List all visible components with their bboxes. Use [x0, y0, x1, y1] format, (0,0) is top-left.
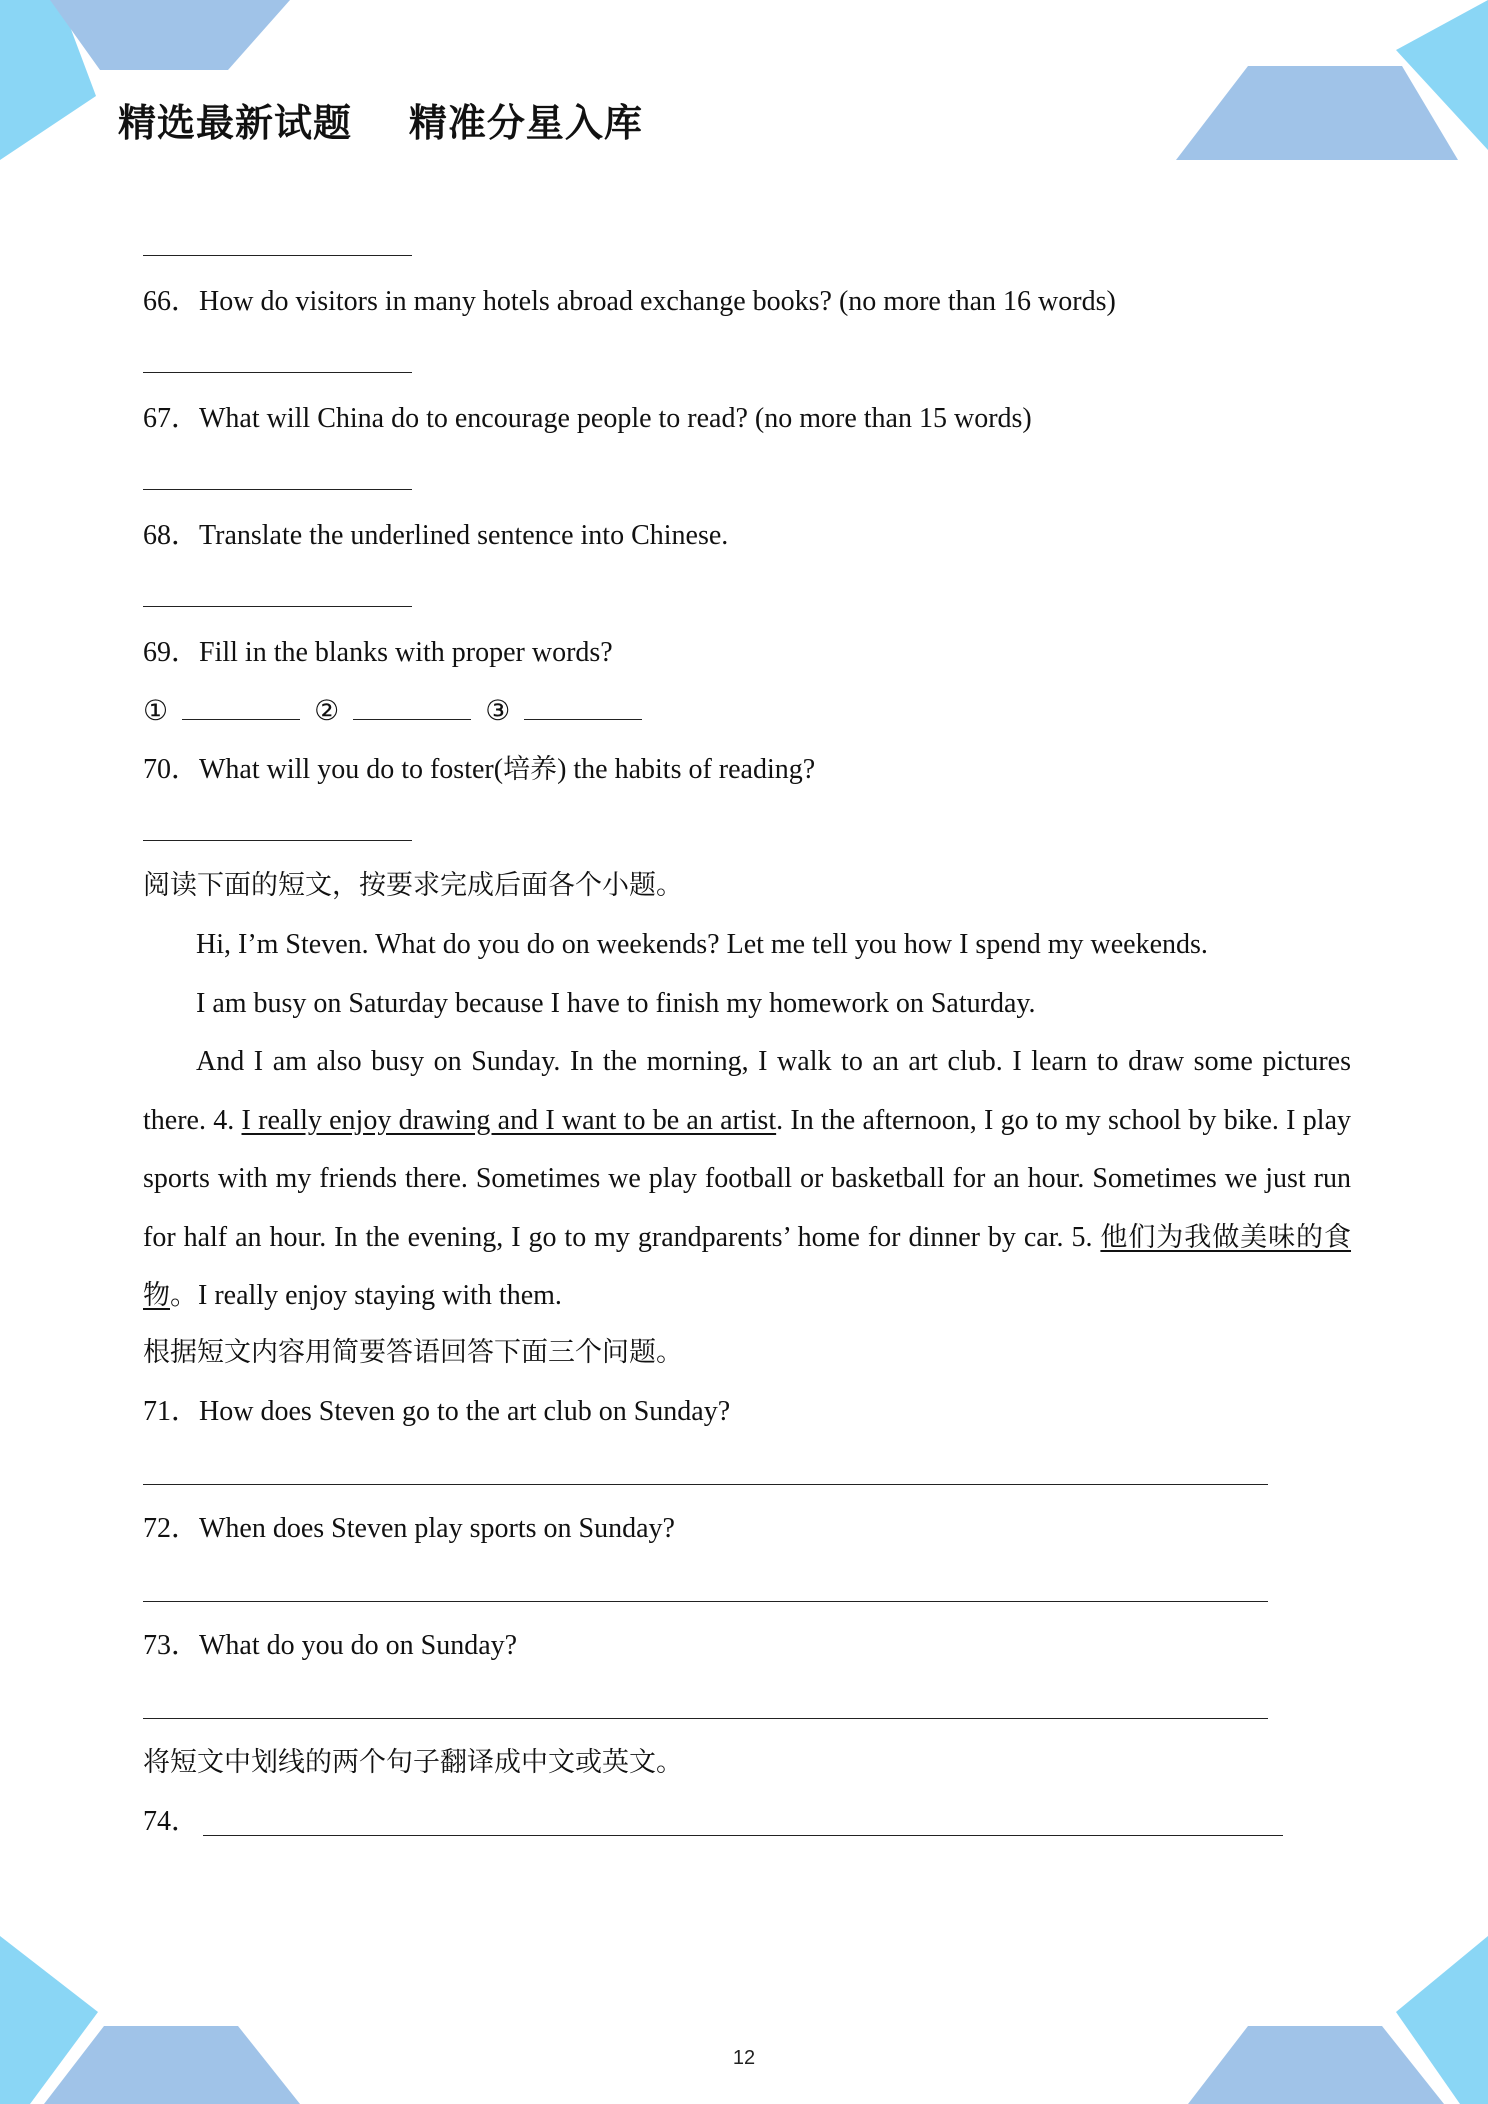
answer-line — [143, 255, 412, 256]
translate-instruction: 将短文中划线的两个句子翻译成中文或英文。 — [143, 1747, 683, 1778]
question-69: 69．Fill in the blanks with proper words? — [143, 637, 613, 668]
blank-3[interactable] — [524, 697, 642, 720]
blank-2[interactable] — [353, 697, 471, 720]
question-67: 67．What will China do to encourage people to read? (no more than 15 words) — [143, 403, 1032, 434]
answer-line-long — [143, 1601, 1268, 1602]
answer-line — [143, 606, 412, 607]
header-title: 精选最新试题 精准分星入库 — [118, 101, 643, 145]
blank-1[interactable] — [182, 697, 300, 720]
answer-line-74 — [203, 1835, 1283, 1836]
question-70-part2: ) the habits of reading? — [557, 754, 816, 785]
fill-blanks-row — [143, 694, 656, 730]
underlined-sentence-4: I really enjoy drawing and I want to be an artist — [241, 1104, 777, 1136]
answer-line-long — [143, 1718, 1268, 1719]
question-70 — [143, 752, 815, 788]
question-66: 66．How do visitors in many hotels abroad exchange books? (no more than 16 words) — [143, 286, 1116, 317]
question-71: 71．How does Steven go to the art club on Sunday? — [143, 1396, 731, 1427]
question-73: 73．What do you do on Sunday? — [143, 1630, 518, 1661]
question-70-part1: 70．What will you do to foster( — [143, 754, 504, 785]
question-70-cn: 培养 — [503, 754, 558, 785]
underlined-sentence-5: 他们为我做美味的食物 — [143, 1221, 1352, 1311]
blank-marker-3: ③ — [485, 696, 511, 727]
reading-passage — [143, 916, 1351, 1326]
passage-text-b: . In the afternoon, I go to my school by bike. I play sports with my friends there. Sometimes we play football or basketball for an hour. Sometimes we just run for half an hour. In the evening, I go to my grandparents’ home for dinner by car. 5. — [143, 1104, 1351, 1253]
question-74: 74． — [143, 1806, 200, 1837]
answer-line — [143, 372, 412, 373]
answer-instruction: 根据短文内容用简要答语回答下面三个问题。 — [143, 1337, 683, 1368]
answer-line-long — [143, 1484, 1268, 1485]
answer-line — [143, 489, 412, 490]
passage-paragraph-2: I am busy on Saturday because I have to finish my homework on Saturday. — [196, 987, 1036, 1019]
page-number: 12 — [732, 2047, 756, 2069]
blank-marker-1: ① — [143, 696, 169, 727]
question-72: 72．When does Steven play sports on Sunday? — [143, 1513, 675, 1544]
blank-marker-2: ② — [314, 696, 340, 727]
top-left-trapezoid — [50, 0, 290, 70]
passage-text-c: 。I really enjoy staying with them. — [170, 1280, 562, 1311]
answer-line — [143, 840, 412, 841]
question-68: 68．Translate the underlined sentence into Chinese. — [143, 520, 729, 551]
passage-text-a: And I am also busy on Sunday. In the morning, I walk to an art club. I learn to draw some pictures there. 4. — [143, 1046, 1351, 1136]
top-right-trapezoid — [1176, 66, 1458, 160]
passage-paragraph-1: Hi, I’m Steven. What do you do on weekends? Let me tell you how I spend my weekends. — [196, 929, 1208, 960]
passage-paragraph-3 — [143, 1033, 1351, 1326]
reading-instruction: 阅读下面的短文，按要求完成后面各个小题。 — [143, 870, 683, 901]
